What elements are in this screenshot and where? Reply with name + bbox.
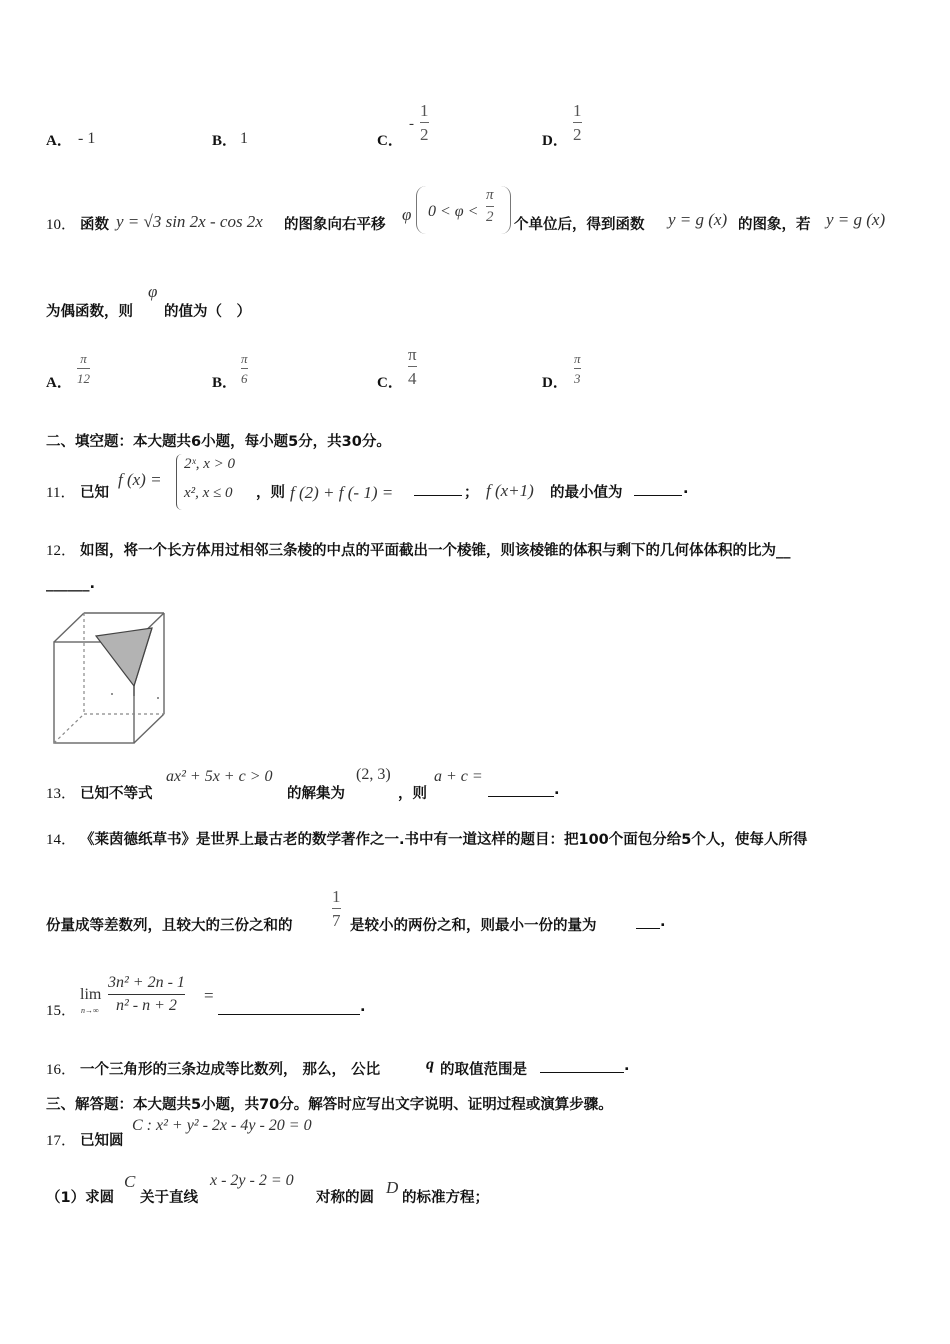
q16-text-2: 的取值范围是 (440, 1062, 527, 1078)
q13-number: 13． (46, 786, 77, 802)
option-c-sign: - (409, 116, 414, 132)
q15-end: . (360, 999, 366, 1015)
q13-inequality: ax² + 5x + c > 0 (166, 768, 273, 785)
q12-text-line-2: ______. (46, 576, 96, 592)
option-c-label: C． (377, 133, 403, 149)
q10-text-1: 函数 (80, 217, 109, 233)
q17-part-1-text-2: 关于直线 (140, 1190, 198, 1206)
q16-q: q (426, 1056, 434, 1073)
q10-option-a-fraction (77, 352, 90, 385)
q13-text-3: ，则 (398, 786, 427, 802)
q10-option-d-fraction (574, 352, 581, 385)
option-b-label: B． (212, 133, 238, 149)
q15-lim: lim (80, 986, 102, 1003)
q10-paren-right (500, 186, 511, 234)
option-d-label: D． (542, 133, 568, 149)
q10-text-2: 的图象向右平移 (284, 217, 386, 233)
q10-option-b-den: 6 (241, 371, 248, 386)
q17-c: C (124, 1172, 136, 1191)
section-3-heading: 三、解答题：本大题共5小题，共70分。解答时应写出文字说明、证明过程或演算步骤。 (46, 1097, 613, 1113)
option-d-fraction (573, 102, 582, 143)
q14-fraction-den: 7 (332, 911, 341, 930)
section-2-heading: 二、填空题：本大题共6小题，每小题5分，共30分。 (46, 434, 391, 450)
q13-interval: (2, 3) (356, 766, 391, 783)
q16-number: 16． (46, 1062, 77, 1078)
q10-phi: φ (402, 205, 412, 224)
q14-text-2: 是较小的两份之和，则最小一份的量为 (350, 918, 597, 934)
q10-option-c-fraction (408, 346, 417, 387)
q11-text-3: ； (464, 485, 479, 501)
q17-circle-equation: C : x² + y² - 2x - 4y - 20 = 0 (132, 1117, 312, 1134)
option-d-den: 2 (573, 125, 582, 144)
q16-blank (540, 1058, 624, 1073)
option-b-value: 1 (240, 130, 248, 147)
q10-text-4: 的图象，若 (738, 217, 811, 233)
cuboid-hidden-edge-diagonal (54, 714, 84, 743)
q17-part-1-text-3: 对称的圆 (316, 1190, 374, 1206)
q12-text: 如图，将一个长方体用过相邻三条棱的中点的平面截出一个棱锥，则该棱锥的体积与剩下的几何体体积的比为__ (80, 543, 791, 559)
q10-option-a-num: π (80, 351, 87, 366)
q13-blank (488, 782, 554, 797)
option-a-label: A． (46, 133, 72, 149)
q10-option-b-label: B． (212, 375, 238, 391)
q17-d: D (386, 1178, 399, 1197)
q10-text-6: 的值为（ ） (164, 304, 251, 320)
figure-dot-left (111, 693, 113, 695)
q11-blank-1 (414, 481, 462, 496)
q11-blank-2 (634, 481, 682, 496)
q13-text-1: 已知不等式 (80, 786, 153, 802)
q15-number: 15． (46, 1003, 77, 1019)
q14-number: 14． (46, 832, 77, 848)
option-c-den: 2 (420, 125, 429, 144)
q15-blank (218, 1000, 360, 1015)
q17-line-equation: x - 2y - 2 = 0 (210, 1172, 294, 1189)
q15-denominator: n² - n + 2 (116, 997, 177, 1014)
q15-numerator: 3n² + 2n - 1 (108, 974, 185, 991)
q15-equals: = (204, 986, 214, 1005)
q10-option-d-den: 3 (574, 371, 581, 386)
q11-number: 11． (46, 485, 76, 501)
q14-fraction (332, 888, 341, 929)
q16-end: . (624, 1058, 630, 1074)
q10-function-expr: y = √3 sin 2x - cos 2x (116, 212, 263, 231)
q13-text-2: 的解集为 (287, 786, 345, 802)
q11-expr-2: f (x+1) (486, 481, 534, 500)
q10-option-b-num: π (241, 351, 248, 366)
q11-text-2: ，则 (256, 485, 285, 501)
q11-brace (176, 454, 183, 510)
q17-part-1-label: （1）求圆 (46, 1190, 115, 1206)
q14-text-1: 份量成等差数列，且较大的三份之和的 (46, 918, 293, 934)
q11-fx: f (x) = (118, 470, 162, 489)
q10-option-d-label: D． (542, 375, 568, 391)
q11-case-1: 2ˣ, x > 0 (184, 456, 236, 472)
q10-paren-left (416, 186, 427, 234)
option-d-num: 1 (573, 101, 582, 120)
q10-condition-den: 2 (486, 209, 494, 225)
q17-text-1: 已知圆 (80, 1133, 124, 1149)
q14-line-1: 《莱茵德纸草书》是世界上最古老的数学著作之一.书中有一道这样的题目：把100个面包分给5个人，使每人所得 (80, 832, 808, 848)
cuboid-edge-top-left (54, 613, 84, 642)
q10-option-c-label: C． (377, 375, 403, 391)
q10-number: 10． (46, 217, 77, 233)
q10-text-5: 为偶函数，则 (46, 304, 133, 320)
q10-g-expr-2: y = g (x) (826, 210, 886, 229)
q12-cuboid-figure (48, 608, 170, 748)
q10-phi-2: φ (148, 282, 158, 301)
q14-end: . (660, 914, 666, 930)
q10-option-c-num: π (408, 345, 417, 364)
q10-option-a-den: 12 (77, 371, 90, 386)
q10-text-3: 个单位后，得到函数 (514, 217, 645, 233)
q11-case-2: x², x ≤ 0 (184, 485, 233, 501)
q15-fraction (108, 975, 185, 1014)
q14-fraction-num: 1 (332, 887, 341, 906)
cuboid-edge-bottom-right (134, 714, 164, 743)
option-c-num: 1 (420, 101, 429, 120)
q15-lim-sub: n→∞ (81, 1006, 99, 1015)
q13-expr: a + c = (434, 768, 483, 785)
q12-number: 12． (46, 543, 77, 559)
q17-part-1-text-4: 的标准方程； (402, 1190, 489, 1206)
q10-option-c-den: 4 (408, 369, 417, 388)
q10-option-d-num: π (574, 351, 581, 366)
q10-condition: 0 < φ < (428, 203, 479, 220)
q10-option-b-fraction (241, 352, 248, 385)
option-c-fraction (420, 102, 429, 143)
q10-condition-fraction (486, 188, 494, 225)
q11-text-1: 已知 (80, 485, 109, 501)
q10-condition-num: π (486, 187, 494, 203)
q14-blank (636, 914, 660, 929)
q11-end: . (683, 481, 689, 497)
figure-dot-right (157, 697, 159, 699)
q16-text-1: 一个三角形的三条边成等比数列， 那么， 公比 (80, 1062, 381, 1078)
q13-end: . (554, 782, 560, 798)
q11-expr: f (2) + f (- 1) = (290, 483, 394, 502)
q10-g-expr: y = g (x) (668, 210, 728, 229)
option-a-value: - 1 (78, 130, 96, 147)
q17-number: 17． (46, 1133, 77, 1149)
q10-option-a-label: A． (46, 375, 72, 391)
q11-text-4: 的最小值为 (550, 485, 623, 501)
